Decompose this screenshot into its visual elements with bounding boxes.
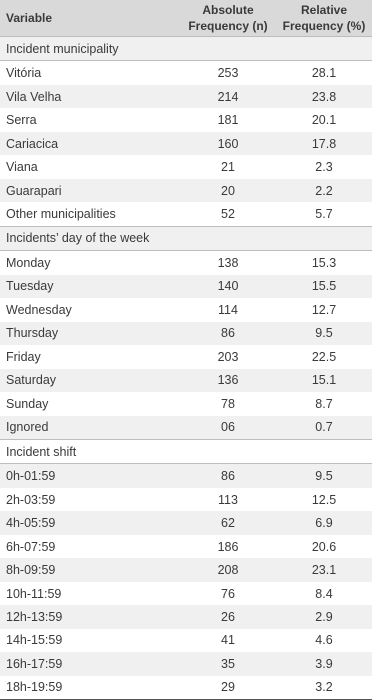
absolute-frequency-cell: 21 <box>221 160 235 175</box>
relative-frequency-cell: 8.7 <box>315 396 333 411</box>
table-row <box>0 416 372 440</box>
table-row <box>0 155 372 178</box>
absolute-frequency-cell: 138 <box>217 255 239 270</box>
row-label: Ignored <box>0 416 180 440</box>
table-row <box>0 676 372 700</box>
row-label: 6h-07:59 <box>6 539 56 554</box>
table-row <box>0 392 372 415</box>
table-row <box>0 275 372 298</box>
row-label: 10h-11:59 <box>6 586 62 601</box>
relative-frequency-cell: 9.5 <box>276 322 372 345</box>
relative-frequency-cell: 3.2 <box>276 676 372 700</box>
absolute-frequency-cell: 203 <box>217 349 239 364</box>
table-row <box>0 582 372 605</box>
relative-frequency-cell: 28.1 <box>311 66 337 81</box>
relative-frequency-cell: 20.1 <box>311 113 337 128</box>
absolute-frequency-cell: 208 <box>180 558 276 581</box>
row-label: 2h-03:59 <box>6 492 56 507</box>
absolute-frequency-cell: 20 <box>180 179 276 202</box>
table-row <box>0 85 372 108</box>
relative-frequency-cell: 0.7 <box>276 416 372 440</box>
absolute-frequency-cell: 181 <box>217 113 239 128</box>
row-label: Monday <box>6 255 51 270</box>
table-row <box>0 629 372 652</box>
absolute-frequency-cell: 26 <box>180 605 276 628</box>
table-row <box>0 298 372 321</box>
table-row <box>0 61 372 85</box>
absolute-frequency-cell: 35 <box>180 652 276 675</box>
row-label: Tuesday <box>0 275 180 298</box>
row-label: Other municipalities <box>6 207 116 222</box>
section-title: Incident municipality <box>0 37 372 61</box>
absolute-frequency-cell: 62 <box>180 511 276 534</box>
relative-frequency-cell: 4.6 <box>315 633 333 648</box>
row-label: Viana <box>6 160 38 175</box>
table-row <box>0 652 372 675</box>
table-row <box>0 108 372 131</box>
table-row <box>0 251 372 275</box>
table-header <box>0 0 372 37</box>
absolute-frequency-cell: 29 <box>180 676 276 700</box>
header-relative-frequency <box>276 0 372 37</box>
row-label: 12h-13:59 <box>0 605 180 628</box>
section-header-row <box>0 439 372 463</box>
table-row <box>0 535 372 558</box>
row-label: Wednesday <box>6 302 72 317</box>
relative-frequency-cell: 3.9 <box>276 652 372 675</box>
relative-frequency-cell: 12.5 <box>311 492 337 507</box>
relative-frequency-cell: 12.7 <box>311 302 337 317</box>
relative-frequency-cell: 8.4 <box>315 586 333 601</box>
table-row <box>0 345 372 368</box>
relative-frequency-cell: 23.8 <box>276 85 372 108</box>
absolute-frequency-cell: 78 <box>221 396 235 411</box>
row-label: 16h-17:59 <box>0 652 180 675</box>
header-relative-line1: Relative <box>300 3 348 17</box>
absolute-frequency-cell: 186 <box>217 539 239 554</box>
relative-frequency-cell: 5.7 <box>315 207 333 222</box>
table-body <box>0 37 372 700</box>
absolute-frequency-cell: 41 <box>221 633 235 648</box>
relative-frequency-cell: 6.9 <box>276 511 372 534</box>
table-row <box>0 511 372 534</box>
absolute-frequency-cell: 253 <box>217 66 239 81</box>
table-row <box>0 132 372 155</box>
relative-frequency-cell: 15.3 <box>311 255 337 270</box>
section-title: Incidents’ day of the week <box>0 226 372 250</box>
header-absolute-line1: Absolute <box>202 3 254 17</box>
relative-frequency-cell: 2.2 <box>276 179 372 202</box>
row-label: Guarapari <box>0 179 180 202</box>
table-row <box>0 558 372 581</box>
table-row <box>0 202 372 226</box>
row-label: Saturday <box>0 369 180 392</box>
row-label: 18h-19:59 <box>0 676 180 700</box>
table-row <box>0 464 372 488</box>
row-label: 4h-05:59 <box>0 511 180 534</box>
header-absolute-line2: Frequency (n) <box>188 19 268 33</box>
header-absolute-frequency <box>180 0 276 37</box>
relative-frequency-cell: 20.6 <box>311 539 337 554</box>
absolute-frequency-cell: 214 <box>180 85 276 108</box>
table-row <box>0 322 372 345</box>
table-row <box>0 488 372 511</box>
table-row <box>0 605 372 628</box>
relative-frequency-cell: 9.5 <box>276 464 372 488</box>
absolute-frequency-cell: 140 <box>180 275 276 298</box>
absolute-frequency-cell: 114 <box>218 302 238 317</box>
relative-frequency-cell: 17.8 <box>276 132 372 155</box>
absolute-frequency-cell: 06 <box>180 416 276 440</box>
row-label: Friday <box>6 349 41 364</box>
absolute-frequency-cell: 136 <box>180 369 276 392</box>
relative-frequency-cell: 23.1 <box>276 558 372 581</box>
row-label: Cariacica <box>0 132 180 155</box>
absolute-frequency-cell: 86 <box>180 322 276 345</box>
table-row <box>0 369 372 392</box>
header-variable: Variable <box>0 0 180 37</box>
header-relative-line2: Frequency (%) <box>282 19 366 33</box>
absolute-frequency-cell: 52 <box>221 207 235 222</box>
section-header-row <box>0 226 372 250</box>
row-label: 8h-09:59 <box>0 558 180 581</box>
relative-frequency-cell: 2.3 <box>315 160 333 175</box>
section-header-row <box>0 37 372 61</box>
relative-frequency-cell: 15.5 <box>276 275 372 298</box>
row-label: 0h-01:59 <box>0 464 180 488</box>
row-label: Serra <box>6 113 37 128</box>
relative-frequency-cell: 15.1 <box>276 369 372 392</box>
row-label: 14h-15:59 <box>6 633 63 648</box>
section-title: Incident shift <box>0 439 372 463</box>
absolute-frequency-cell: 160 <box>180 132 276 155</box>
row-label: Thursday <box>0 322 180 345</box>
row-label: Sunday <box>6 396 49 411</box>
row-label: Vila Velha <box>0 85 180 108</box>
absolute-frequency-cell: 113 <box>218 492 238 507</box>
absolute-frequency-cell: 86 <box>180 464 276 488</box>
absolute-frequency-cell: 76 <box>221 586 235 601</box>
row-label: Vitória <box>6 66 42 81</box>
relative-frequency-cell: 2.9 <box>276 605 372 628</box>
relative-frequency-cell: 22.5 <box>311 349 337 364</box>
table-row <box>0 179 372 202</box>
